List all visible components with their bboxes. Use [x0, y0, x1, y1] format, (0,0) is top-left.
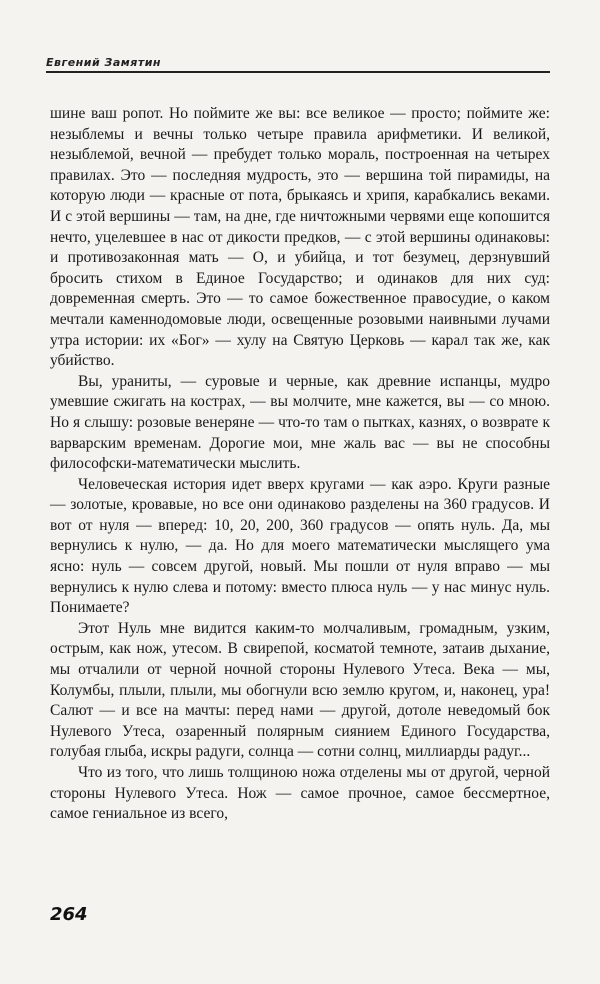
paragraph: Человеческая история идет вверх кругами — как аэро. Круги разные — золотые, кровавые, но все они одинаково разделены на 360 градусов. И вот от нуля — вперед: 10, 20, 200, 360 градусов — опять нуль. Да, мы вернулись к нулю, — да. Но для моего математически мыслящего ума ясно: нуль — совсем другой, новый. Мы пошли от нуля вправо — мы вернулись к нулю слева и потому: вместо плюса нуль — у нас минус нуль. Понимаете?: [50, 475, 550, 617]
paragraph: шине ваш ропот. Но поймите же вы: все великое — просто; поймите же: незыблемы и вечны только четыре правила арифметики. И великой, незыблемой, вечной — пребудет только мораль, построенная на четырех правилах. Это — последняя мудрость, это — вершина той пирамиды, на которую люди — красные от пота, брыкаясь и хрипя, карабкались веками. И с этой вершины — там, на дне, где ничтожными червями еще копошится нечто, уцелевшее в нас от дикости предков, — с этой вершины одинаковы: и противозаконная мать — О, и убийца, и тот безумец, дерзнувший бросить стихом в Единое Государство; и одинаков для них суд: довременная смерть. Это — то самое божественное правосудие, о каком мечтали каменнодомовые люди, освещенные розовыми наивными лучами утра истории: их «Бог» — хулу на Святую Церковь — карал так же, как убийство.: [50, 105, 550, 370]
body-text: [50, 104, 550, 825]
running-head-author: Евгений Замятин: [46, 56, 162, 69]
paragraph: Что из того, что лишь толщиною ножа отделены мы от другой, черной стороны Нулевого Утеса. Нож — самое прочное, самое бессмертное, самое гениальное из всего,: [50, 764, 550, 823]
paragraph: Этот Нуль мне видится каким-то молчаливым, громадным, узким, острым, как нож, утесом. В свирепой, косматой темноте, затаив дыхание, мы отчалили от черной ночной стороны Нулевого Утеса. Века — мы, Колумбы, плыли, плыли, мы обогнули всю землю кругом, и, наконец, ура! Салют — и все на мачты: перед нами — другой, дотоле неведомый бок Нулевого Утеса, озаренный полярным сиянием Единого Государства, голубая глыба, искры радуги, солнца — сотни солнц, миллиарды радуг...: [50, 619, 550, 761]
header-rule: [46, 71, 550, 73]
page-number: 264: [50, 904, 88, 925]
paragraph: Вы, ураниты, — суровые и черные, как древние испанцы, мудро умевшие сжигать на кострах, — вы молчите, мне кажется, вы — со мною. Но я слышу: розовые венеряне — что-то там о пытках, казнях, о возврате к варварским временам. Дорогие мои, мне жаль вас — вы не способны философски-математически мыслить.: [50, 372, 550, 473]
